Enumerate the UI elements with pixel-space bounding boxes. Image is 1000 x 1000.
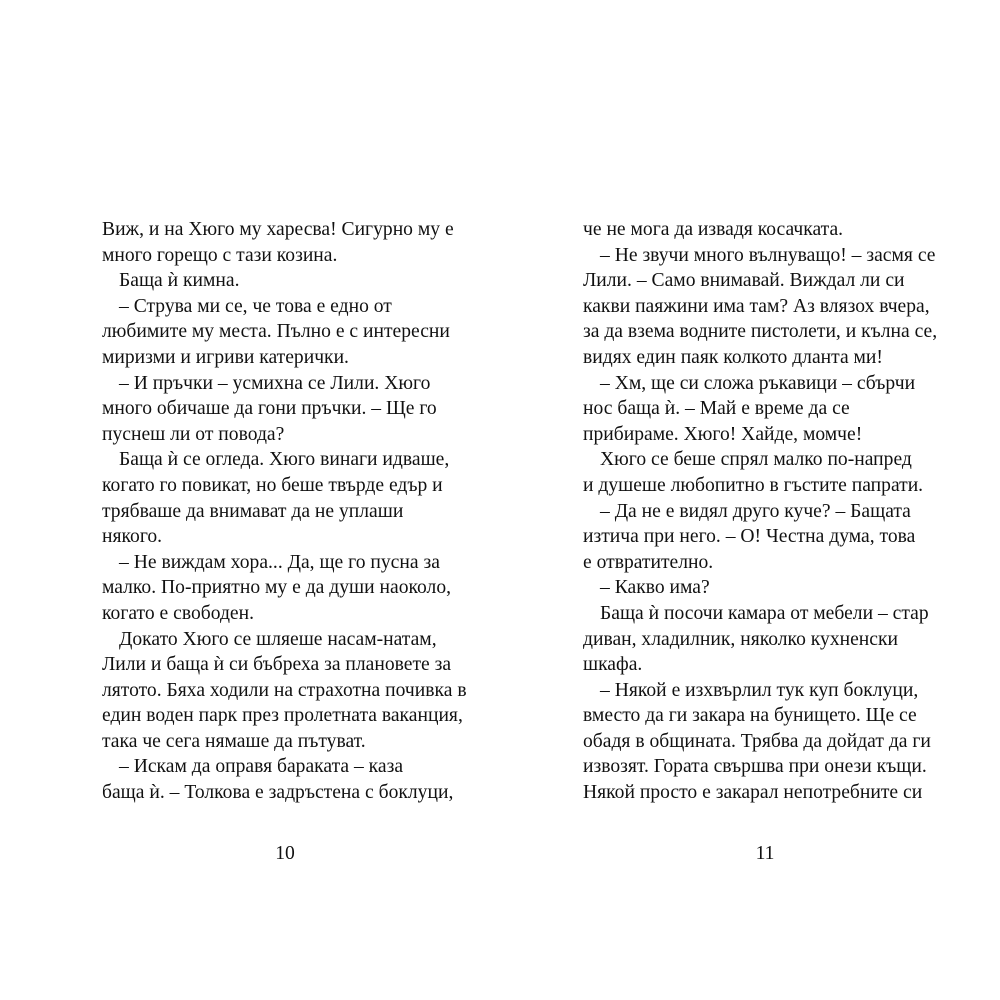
- text-line: малко. По-приятно му е да души наоколо,: [102, 577, 452, 599]
- text-line: когато е свободен.: [102, 602, 255, 624]
- text-line: е отвратително.: [583, 551, 714, 573]
- text-line: лятото. Бяха ходили на страхотна почивка в: [102, 679, 467, 701]
- left-page-text: [102, 217, 482, 806]
- right-page-text: [583, 217, 963, 806]
- text-line: за да взема водните пистолети, и кълна се,: [583, 321, 938, 343]
- text-line: така че сега нямаше да пътуват.: [102, 730, 366, 752]
- text-line: Лили и баща ѝ си бъбреха за плановете за: [102, 654, 452, 676]
- text-line: Лили. – Само внимавай. Виждал ли си: [583, 270, 905, 292]
- text-line: нос баща ѝ. – Май е време да се: [583, 398, 850, 420]
- text-line: – Хм, ще си сложа ръкавици – сбърчи: [600, 372, 916, 394]
- text-line: пуснеш ли от повода?: [102, 423, 285, 445]
- text-line: – Не звучи много вълнуващо! – засмя се: [600, 244, 936, 266]
- text-line: прибираме. Хюго! Хайде, момче!: [583, 423, 863, 445]
- text-line: Баща ѝ се огледа. Хюго винаги идваше,: [119, 449, 450, 471]
- text-line: извозят. Гората свършва при онези къщи.: [583, 756, 927, 778]
- page-number-left: 10: [275, 843, 295, 864]
- text-line: миризми и игриви катерички.: [102, 346, 349, 368]
- text-line: – Какво има?: [600, 577, 710, 599]
- text-line: – Струва ми се, че това е едно от: [119, 295, 392, 317]
- text-line: Докато Хюго се шляеше насам-натам,: [119, 628, 437, 650]
- text-line: диван, хладилник, няколко кухненски: [583, 628, 898, 650]
- text-line: шкафа.: [583, 654, 643, 676]
- text-line: – Да не е видял друго куче? – Бащата: [600, 500, 911, 522]
- text-line: вместо да ги закара на бунището. Ще се: [583, 705, 917, 727]
- text-line: когато го повикат, но беше твърде едър и: [102, 474, 443, 496]
- page-number-right: 11: [755, 843, 775, 864]
- text-line: че не мога да извадя косачката.: [583, 219, 844, 240]
- text-line: баща ѝ. – Толкова е задръстена с боклуци,: [102, 782, 454, 804]
- text-line: някого.: [102, 526, 163, 548]
- text-line: Някой просто е закарал непотребните си: [583, 782, 923, 804]
- text-line: какви паяжини има там? Аз влязох вчера,: [583, 295, 930, 317]
- text-line: – И пръчки – усмихна се Лили. Хюго: [119, 372, 431, 394]
- text-line: Баща ѝ посочи камара от мебели – стар: [600, 602, 929, 624]
- text-line: – Някой е изхвърлил тук куп боклуци,: [600, 679, 919, 701]
- text-line: много обичаше да гони пръчки. – Ще го: [102, 398, 437, 420]
- text-line: и душеше любопитно в гъстите папрати.: [583, 474, 924, 496]
- text-line: – Не виждам хора... Да, ще го пусна за: [119, 551, 440, 573]
- text-line: – Искам да оправя бараката – каза: [119, 756, 404, 778]
- text-line: много горещо с тази козина.: [102, 244, 338, 266]
- text-line: любимите му места. Пълно е с интересни: [102, 321, 450, 343]
- text-line: Баща ѝ кимна.: [119, 270, 240, 292]
- text-line: трябваше да внимават да не уплаши: [102, 500, 404, 522]
- text-line: един воден парк през пролетната ваканция,: [102, 705, 463, 727]
- text-line: Виж, и на Хюго му харесва! Сигурно му е: [102, 219, 454, 240]
- text-line: обадя в общината. Трябва да дойдат да ги: [583, 730, 931, 752]
- text-line: Хюго се беше спрял малко по-напред: [600, 449, 912, 471]
- text-line: видях един паяк колкото дланта ми!: [583, 346, 883, 368]
- text-line: изтича при него. – О! Честна дума, това: [583, 526, 916, 548]
